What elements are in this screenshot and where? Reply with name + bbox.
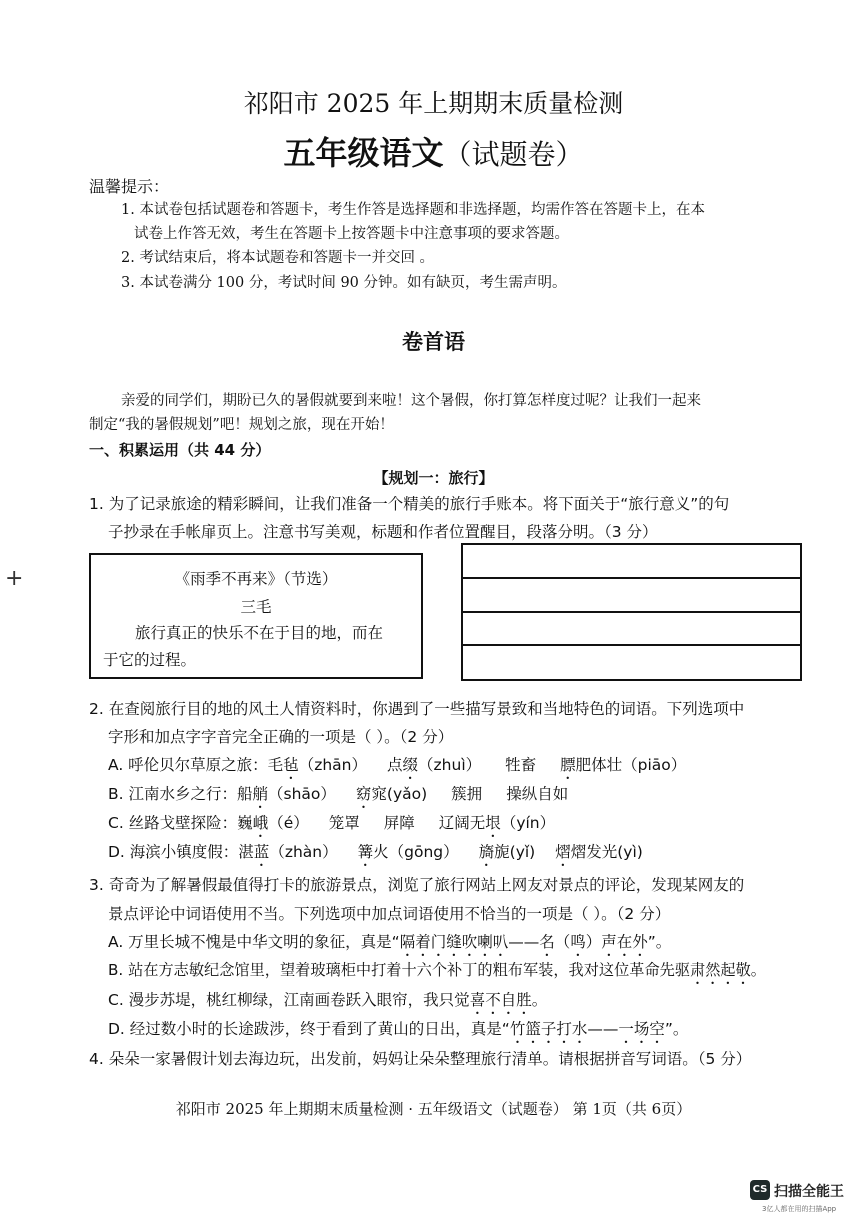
notice-item-1: 1. 本试卷包括试题卷和答题卡，考生作答是选择题和非选择题，均需作答在答题卡上，在本 (121, 202, 705, 218)
plan-heading: 【规划一：旅行】 (373, 469, 494, 487)
q4-line-1: 4. 朵朵一家暑假计划去海边玩，出发前，妈妈让朵朵整理旅行清单。请根据拼音写词语。（5 分） (89, 1050, 752, 1068)
scanner-slogan: 3亿人都在用的扫描App (762, 1205, 837, 1213)
q3-line-2: 景点评论中词语使用不当。下列选项中加点词语使用不恰当的一项是（ ）。（2 分） (108, 905, 671, 923)
q3-option-b: B. 站在方志敏纪念馆里，望着玻璃柜中打着十六个补丁的粗布军装，我对这位革命先驱肃然起敬。 (108, 961, 766, 979)
page-footer: 祁阳市 2025 年上期期末质量检测 · 五年级语文（试题卷） 第 1页（共 6页） (175, 1100, 692, 1118)
q3-option-a: A. 万里长城不愧是中华文明的象征，真是“隔着门缝吹喇叭——名（鸣）声在外”。 (108, 933, 672, 951)
quote-box (89, 553, 423, 679)
crop-mark: + (5, 566, 24, 591)
q2-line-1: 2. 在查阅旅行目的地的风土人情资料时，你遇到了一些描写景致和当地特色的词语。下列选项中 (89, 700, 745, 718)
q3-option-d: D. 经过数小时的长途跋涉，终于看到了黄山的日出，真是“竹篮子打水——一场空”。 (108, 1020, 689, 1038)
notice-item-1-cont: 试卷上作答无效，考生在答题卡上按答题卡中注意事项的要求答题。 (134, 226, 569, 242)
exam-subtitle: （试题卷） (443, 138, 584, 171)
writing-line (463, 611, 800, 613)
q2-option-a: A. 呼伦贝尔草原之旅：毛毡（zhān） 点缀（zhuì） 牲畜 膘肥体壮（piāo） (108, 756, 687, 774)
writing-line (463, 577, 800, 579)
notice-heading: 温馨提示： (89, 177, 170, 196)
q2-line-2: 字形和加点字字音完全正确的一项是（ ）。（2 分） (108, 728, 454, 746)
quote-text-1: 旅行真正的快乐不在于目的地，而在 (135, 624, 384, 642)
writing-line (463, 644, 800, 646)
q1-line-2: 子抄录在手帐扉页上。注意书写美观，标题和作者位置醒目，段落分明。（3 分） (108, 523, 658, 541)
preface-heading: 卷首语 (402, 330, 465, 354)
preface-line-1: 亲爱的同学们，期盼已久的暑假就要到来啦！这个暑假，你打算怎样度过呢？让我们一起来 (121, 393, 701, 409)
section-heading: 一、积累运用（共 44 分） (89, 441, 271, 459)
notice-item-2: 2. 考试结束后，将本试题卷和答题卡一并交回 。 (121, 250, 435, 266)
exam-subject: 五年级语文 (283, 134, 444, 172)
q2-option-c: C. 丝路戈壁探险：巍峨（é） 笼罩 屏障 辽阔无垠（yín） (108, 814, 556, 832)
q3-line-1: 3. 奇奇为了解暑假最值得打卡的旅游景点，浏览了旅行网站上网友对景点的评论，发现某网友的 (89, 876, 745, 894)
quote-author: 三毛 (240, 598, 272, 616)
q1-line-1: 1. 为了记录旅途的精彩瞬间，让我们准备一个精美的旅行手账本。将下面关于“旅行意义”的句 (89, 495, 730, 513)
exam-title-line1: 祁阳市 2025 年上期期末质量检测 (243, 89, 624, 118)
quote-title: 《雨季不再来》（节选） (174, 570, 338, 588)
scanner-app-name: 扫描全能王 (774, 1184, 844, 1200)
notice-item-3: 3. 本试卷满分 100 分，考试时间 90 分钟。如有缺页，考生需声明。 (121, 275, 567, 291)
copy-area[interactable] (461, 543, 802, 681)
q2-option-d: D. 海滨小镇度假：湛蓝（zhàn） 篝火（gōng） 旖旎(yǐ) 熠熠发光(yì) (108, 843, 643, 861)
exam-title-main (0, 128, 867, 174)
q2-option-b: B. 江南水乡之行：船艄（shāo） 窈窕(yǎo) 簇拥 操纵自如 (108, 785, 569, 803)
preface-line-2: 制定“我的暑假规划”吧！规划之旅，现在开始！ (89, 417, 394, 433)
q3-option-c: C. 漫步苏堤，桃红柳绿，江南画卷跃入眼帘，我只觉喜不自胜。 (108, 991, 548, 1009)
camscanner-logo-icon: CS (750, 1180, 770, 1200)
quote-text-2: 于它的过程。 (103, 651, 197, 669)
